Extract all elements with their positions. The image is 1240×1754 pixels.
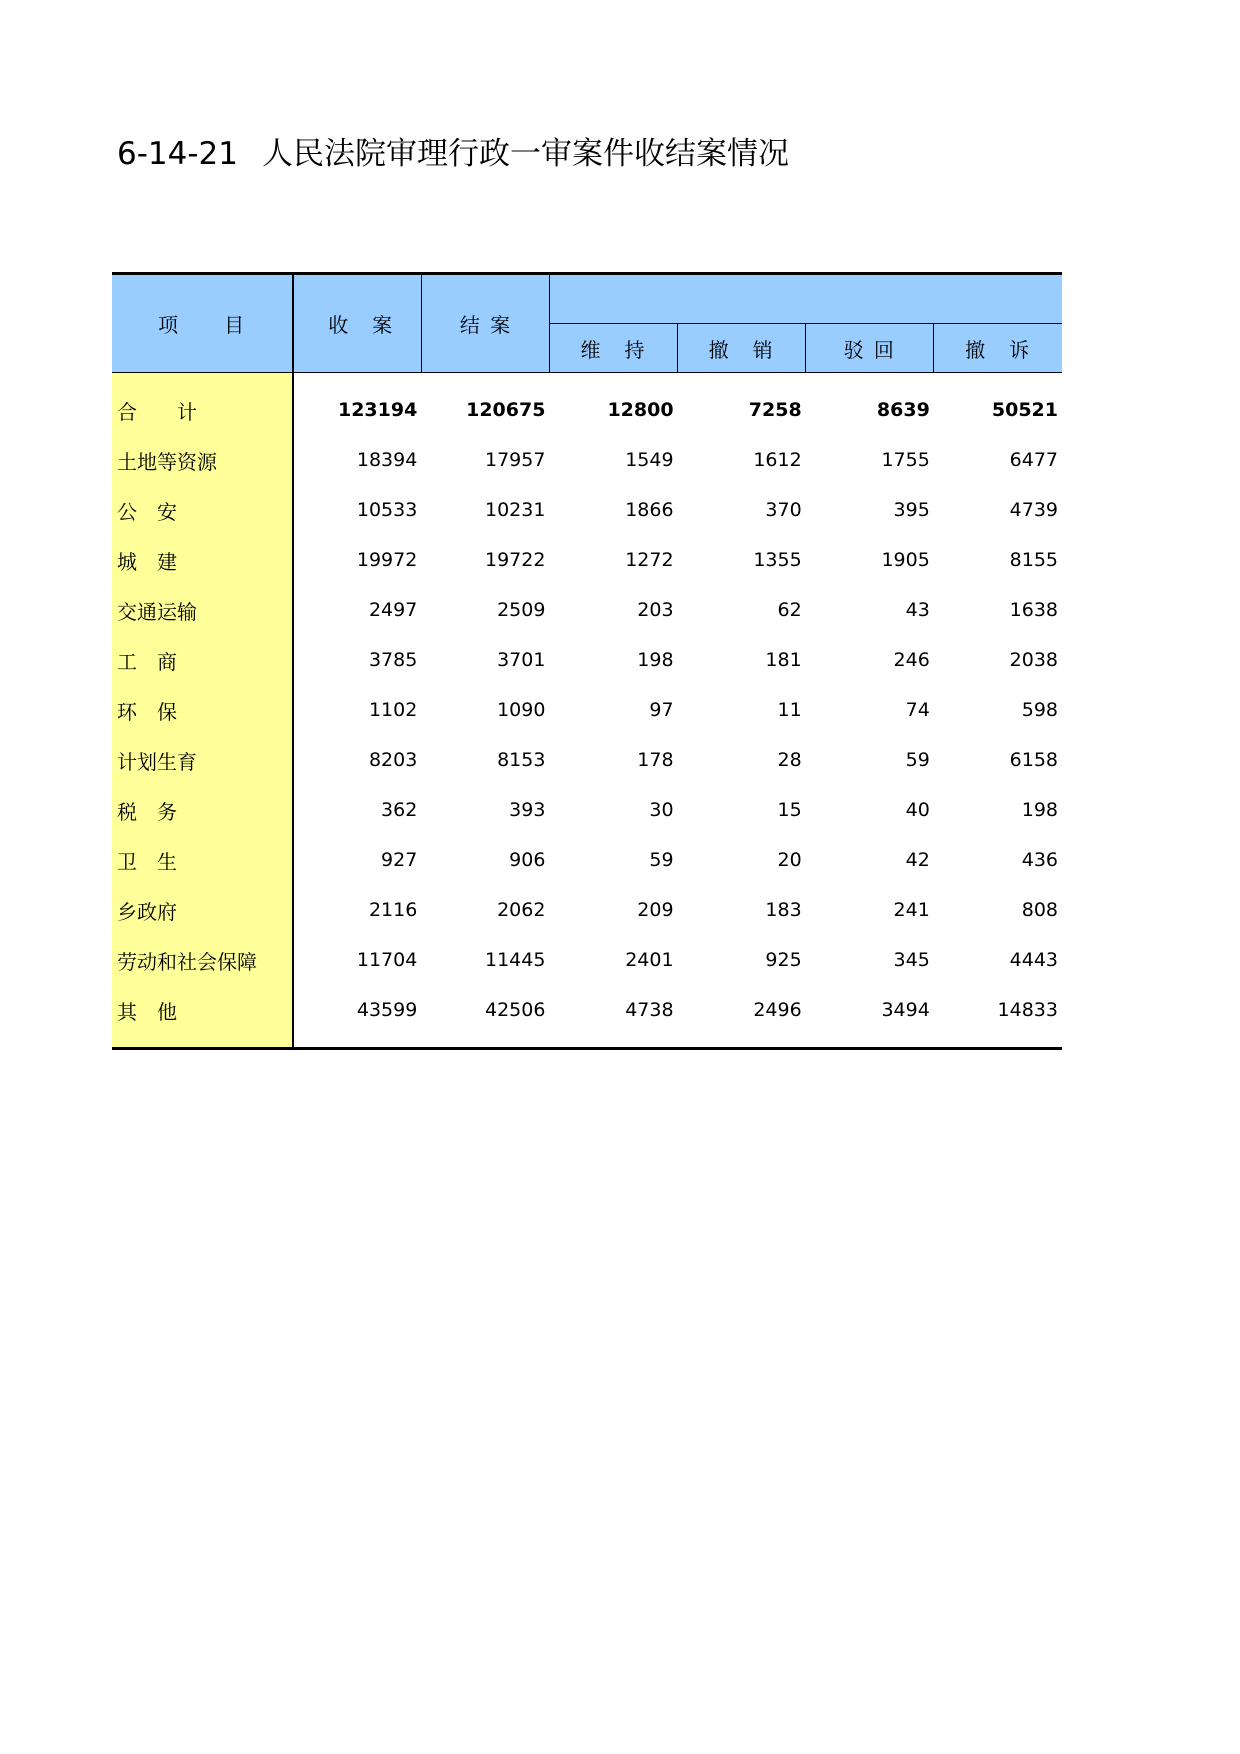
table-cell: 393 (509, 799, 546, 821)
table-row (112, 835, 1062, 885)
table-cell: 8639 (876, 399, 930, 421)
table-cell: 97 (649, 699, 674, 721)
table-row-total (112, 373, 1062, 436)
table-cell: 1549 (625, 449, 674, 471)
table-cell: 906 (509, 849, 546, 871)
table-row (112, 785, 1062, 835)
table-cell: 6158 (1009, 749, 1058, 771)
table-cell: 8153 (497, 749, 546, 771)
table-cell: 42506 (421, 985, 549, 1049)
table-cell: 4443 (1009, 949, 1058, 971)
table-cell: 74 (905, 699, 930, 721)
table-cell: 50521 (991, 399, 1058, 421)
table-cell: 59 (905, 749, 930, 771)
table-row (112, 885, 1062, 935)
table-cell: 1866 (625, 499, 674, 521)
table-cell: 203 (637, 599, 674, 621)
table-cell: 3701 (497, 649, 546, 671)
table-cell: 395 (893, 499, 930, 521)
table-cell: 241 (893, 899, 930, 921)
table-cell: 14833 (934, 985, 1062, 1049)
table-cell: 1090 (497, 699, 546, 721)
row-label: 劳动和社会保障 (112, 935, 293, 985)
table-cell: 209 (637, 899, 674, 921)
table-cell: 18394 (356, 449, 418, 471)
header-withdrawn: 撤 诉 (934, 324, 1062, 373)
row-label: 环 保 (112, 685, 293, 735)
table-cell: 2496 (678, 985, 806, 1049)
table-cell: 1638 (1009, 599, 1058, 621)
table-cell: 40 (905, 799, 930, 821)
row-label: 计划生育 (112, 735, 293, 785)
row-label: 税 务 (112, 785, 293, 835)
table-cell: 42 (905, 849, 930, 871)
table-cell: 927 (381, 849, 418, 871)
table-row (112, 635, 1062, 685)
table-row (112, 985, 1062, 1049)
table-cell: 19722 (484, 549, 546, 571)
table-cell: 345 (893, 949, 930, 971)
table-cell: 198 (637, 649, 674, 671)
table-cell: 11704 (356, 949, 418, 971)
header-concluded-span (549, 274, 1062, 324)
table-cell: 30 (649, 799, 674, 821)
table-cell: 11 (777, 699, 802, 721)
table-cell: 3494 (806, 985, 934, 1049)
table-cell: 4739 (1009, 499, 1058, 521)
table-cell: 15 (777, 799, 802, 821)
table-cell: 3785 (368, 649, 418, 671)
table-cell: 43 (905, 599, 930, 621)
table-row (112, 485, 1062, 535)
table-cell: 7258 (748, 399, 802, 421)
row-label: 合 计 (112, 373, 293, 436)
row-label: 工 商 (112, 635, 293, 685)
table-cell: 598 (1021, 699, 1058, 721)
table-cell: 2497 (368, 599, 418, 621)
table-cell: 19972 (356, 549, 418, 571)
table-number: 6-14-21 (117, 136, 238, 172)
table-header (112, 274, 1062, 373)
table-cell: 17957 (484, 449, 546, 471)
table-cell: 120675 (466, 399, 546, 421)
table-cell: 183 (765, 899, 802, 921)
table-cell: 2401 (625, 949, 674, 971)
page-title (117, 128, 789, 173)
table-cell: 1355 (753, 549, 802, 571)
table-cell: 2116 (368, 899, 418, 921)
table-cell: 1102 (368, 699, 418, 721)
row-label: 其 他 (112, 985, 293, 1049)
header-received: 收 案 (293, 274, 421, 373)
table-row (112, 935, 1062, 985)
row-label: 交通运输 (112, 585, 293, 635)
header-item: 项 目 (112, 274, 293, 373)
table-row (112, 685, 1062, 735)
table-cell: 2062 (497, 899, 546, 921)
table-cell: 10533 (356, 499, 418, 521)
row-label: 卫 生 (112, 835, 293, 885)
table-cell: 1905 (881, 549, 930, 571)
row-label: 乡政府 (112, 885, 293, 935)
table-cell: 1272 (625, 549, 674, 571)
table-cell: 4738 (549, 985, 677, 1049)
table-cell: 8155 (1009, 549, 1058, 571)
table-cell: 62 (777, 599, 802, 621)
table-row (112, 735, 1062, 785)
table-cell: 12800 (607, 399, 674, 421)
table-cell: 20 (777, 849, 802, 871)
row-label: 土地等资源 (112, 435, 293, 485)
header-concluded: 结 案 (421, 274, 549, 373)
table-cell: 436 (1021, 849, 1058, 871)
table-cell: 1612 (753, 449, 802, 471)
table-cell: 370 (765, 499, 802, 521)
table-cell: 181 (765, 649, 802, 671)
table-cell: 43599 (293, 985, 421, 1049)
header-revoked: 撤 销 (678, 324, 806, 373)
statistics-table (112, 272, 1062, 1050)
table-cell: 2038 (1009, 649, 1058, 671)
table-cell: 246 (893, 649, 930, 671)
header-upheld: 维 持 (549, 324, 677, 373)
table-title: 人民法院审理行政一审案件收结案情况 (262, 136, 789, 172)
table-body (112, 373, 1062, 1049)
table-cell: 808 (1021, 899, 1058, 921)
row-label: 公 安 (112, 485, 293, 535)
table-cell: 6477 (1009, 449, 1058, 471)
row-label: 城 建 (112, 535, 293, 585)
table-row (112, 535, 1062, 585)
table-cell: 123194 (337, 399, 418, 421)
table-cell: 925 (765, 949, 802, 971)
table-cell: 8203 (368, 749, 418, 771)
table-cell: 10231 (484, 499, 546, 521)
table-cell: 2509 (497, 599, 546, 621)
table-row (112, 585, 1062, 635)
table-cell: 11445 (484, 949, 546, 971)
table-cell: 59 (649, 849, 674, 871)
table-cell: 28 (777, 749, 802, 771)
table-cell: 362 (381, 799, 418, 821)
table-cell: 1755 (881, 449, 930, 471)
table-cell: 178 (637, 749, 674, 771)
header-dismissed: 驳 回 (806, 324, 934, 373)
table-row (112, 435, 1062, 485)
table-cell: 198 (1021, 799, 1058, 821)
